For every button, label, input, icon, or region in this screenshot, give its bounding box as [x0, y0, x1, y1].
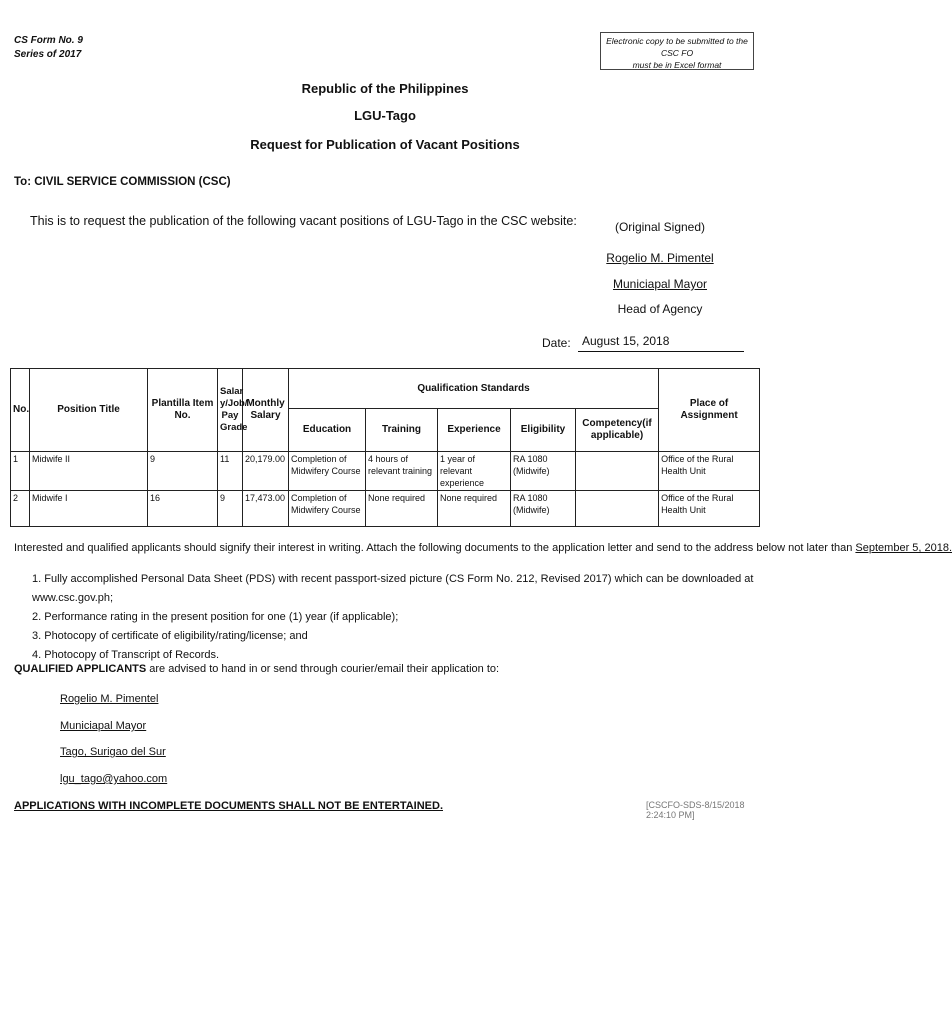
qualified-applicants-text: are advised to hand in or send through courier/email their application to:	[149, 663, 500, 675]
contact-name: Rogelio M. Pimentel	[60, 693, 159, 705]
cell-salary: 17,473.00	[243, 491, 289, 527]
requirement-item: 4. Photocopy of Transcript of Records.	[32, 649, 220, 661]
cell-eligibility: RA 1080 (Midwife)	[511, 491, 576, 527]
cell-competency	[576, 452, 659, 491]
original-signed: (Original Signed)	[614, 220, 706, 234]
cell-competency	[576, 491, 659, 527]
header-competency: Competency(if applicable)	[576, 409, 659, 452]
cell-training: 4 hours of relevant training	[366, 452, 438, 491]
cell-training: None required	[366, 491, 438, 527]
cell-title: Midwife II	[30, 452, 148, 491]
date-label: Date:	[542, 336, 571, 350]
header-monthly-salary: Monthly Salary	[243, 369, 289, 452]
cell-experience: None required	[438, 491, 511, 527]
requirement-item: 1. Fully accomplished Personal Data Sheet (PDS) with recent passport-sized picture (CS Form No. 212, Revised 2017) which can be downloaded at www.csc.gov.ph;	[32, 573, 754, 604]
date-value: August 15, 2018	[578, 334, 744, 352]
form-number	[14, 34, 83, 62]
agency-title: LGU-Tago	[354, 108, 416, 123]
requirement-item: 3. Photocopy of certificate of eligibility/rating/license; and	[32, 630, 308, 642]
cell-item: 16	[148, 491, 218, 527]
cell-education: Completion of Midwifery Course	[289, 452, 366, 491]
cell-no: 1	[11, 452, 30, 491]
header-eligibility: Eligibility	[511, 409, 576, 452]
header-training: Training	[366, 409, 438, 452]
vacancy-table	[10, 368, 760, 527]
header-salary-grade: Salar y/Job/ Pay Grade	[218, 369, 243, 452]
cell-title: Midwife I	[30, 491, 148, 527]
cell-grade: 9	[218, 491, 243, 527]
series-text: Series of 2017	[14, 49, 82, 60]
signatory-role: Head of Agency	[617, 302, 703, 316]
interested-text: Interested and qualified applicants should signify their interest in writing. Attach the following documents to the application letter and send to the address below not later than	[14, 542, 853, 554]
requirements-list	[32, 570, 770, 665]
qualified-applicants-line	[14, 663, 499, 675]
cell-education: Completion of Midwifery Course	[289, 491, 366, 527]
signatory-position: Municiapal Mayor	[612, 277, 708, 291]
header-qualification: Qualification Standards	[289, 369, 659, 409]
contact-position: Municiapal Mayor	[60, 720, 147, 732]
cell-experience: 1 year of relevant experience	[438, 452, 511, 491]
cell-no: 2	[11, 491, 30, 527]
header-no: No.	[11, 369, 30, 452]
note-line-2: must be in Excel format	[632, 60, 722, 70]
cell-salary: 20,179.00	[243, 452, 289, 491]
contact-address: Tago, Surigao del Sur	[60, 746, 166, 758]
requirement-item: 2. Performance rating in the present position for one (1) year (if applicable);	[32, 611, 399, 623]
deadline-date: September 5, 2018.	[855, 542, 952, 554]
header-education: Education	[289, 409, 366, 452]
warning-text: APPLICATIONS WITH INCOMPLETE DOCUMENTS SHALL NOT BE ENTERTAINED.	[14, 800, 443, 812]
qualified-applicants-label: QUALIFIED APPLICANTS	[14, 663, 147, 675]
signatory-name: Rogelio M. Pimentel	[606, 251, 714, 265]
header-plantilla: Plantilla Item No.	[148, 369, 218, 452]
header-place: Place of Assignment	[659, 369, 760, 452]
header-position-title: Position Title	[30, 369, 148, 452]
cell-place: Office of the Rural Health Unit	[659, 491, 760, 527]
cell-item: 9	[148, 452, 218, 491]
cell-grade: 11	[218, 452, 243, 491]
electronic-copy-note	[600, 32, 754, 70]
republic-title: Republic of the Philippines	[301, 81, 469, 96]
table-row	[11, 452, 760, 491]
request-text: This is to request the publication of the following vacant positions of LGU-Tago in the CSC website:	[30, 214, 577, 228]
header-experience: Experience	[438, 409, 511, 452]
contact-email[interactable]: lgu_tago@yahoo.com	[60, 773, 168, 785]
request-title: Request for Publication of Vacant Positions	[250, 137, 520, 152]
cell-place: Office of the Rural Health Unit	[659, 452, 760, 491]
form-no-text: CS Form No. 9	[14, 35, 83, 46]
interested-paragraph	[14, 542, 952, 554]
submission-stamp: [CSCFO-SDS-8/15/2018 2:24:10 PM]	[646, 800, 745, 820]
note-line-1: Electronic copy to be submitted to the CSC FO	[606, 36, 748, 58]
table-row	[11, 491, 760, 527]
addressee: To: CIVIL SERVICE COMMISSION (CSC)	[14, 176, 231, 188]
cell-eligibility: RA 1080 (Midwife)	[511, 452, 576, 491]
